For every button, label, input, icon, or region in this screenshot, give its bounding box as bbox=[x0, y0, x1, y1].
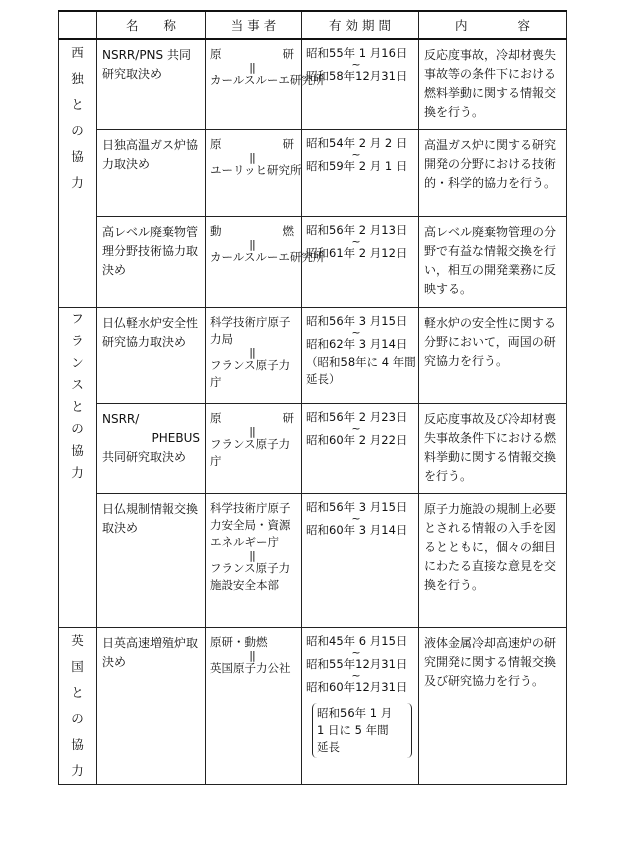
table-row bbox=[59, 403, 567, 493]
parties: 動 燃 || カールスルーエ研究所 bbox=[206, 216, 302, 307]
agreement-name: 日仏軽水炉安全性研究協力取決め bbox=[97, 307, 206, 403]
parties: 原研・動燃 || 英国原子力公社 bbox=[206, 627, 302, 784]
table-row bbox=[59, 627, 567, 784]
extension-note: （昭和58年に 4 年間延長） bbox=[306, 354, 416, 386]
header-party: 当 事 者 bbox=[206, 11, 302, 39]
group-label-france: フ ラ ン ス と の 協 力 bbox=[59, 307, 97, 627]
content: 反応度事故及び冷却材喪失事故条件下における燃料挙動に関する情報交換を行う。 bbox=[419, 403, 567, 493]
agreement-name: NSRR/ PHEBUS 共同研究取決め bbox=[97, 403, 206, 493]
parties: 科学技術庁原子力安全局・資源エネルギー庁 || フランス原子力施設安全本部 bbox=[206, 493, 302, 627]
table-row bbox=[59, 216, 567, 307]
content: 反応度事故，冷却材喪失事故等の条件下における燃料挙動に関する情報交換を行う。 bbox=[419, 39, 567, 129]
content: 原子力施設の規制上必要とされる情報の入手を図るとともに，個々の細目にわたる直接な意見を交換を行う。 bbox=[419, 493, 567, 627]
validity-period: 昭和55年 1 月16日 ~ 昭和58年12月31日 bbox=[302, 39, 419, 129]
validity-period: 昭和56年 3 月15日 ~ 昭和62年 3 月14日 （昭和58年に 4 年間延長） bbox=[302, 307, 419, 403]
validity-period: 昭和56年 2 月13日 ~ 昭和61年 2 月12日 bbox=[302, 216, 419, 307]
agreement-name: 日仏規制情報交換取決め bbox=[97, 493, 206, 627]
agreement-name: NSRR/PNS 共同研究取決め bbox=[97, 39, 206, 129]
validity-period: 昭和45年 6 月15日 ~ 昭和55年12月31日 ~ 昭和60年12月31日 昭和56年 1 月 1 日に 5 年間 延長 bbox=[302, 627, 419, 784]
header-group bbox=[59, 11, 97, 39]
agreement-name: 高レベル廃棄物管理分野技術協力取決め bbox=[97, 216, 206, 307]
header-content: 内 容 bbox=[419, 11, 567, 39]
table-row bbox=[59, 307, 567, 403]
header-name: 名 称 bbox=[97, 11, 206, 39]
group-label-west-germany: 西 独 と の 協 力 bbox=[59, 39, 97, 307]
validity-period: 昭和56年 3 月15日 ~ 昭和60年 3 月14日 bbox=[302, 493, 419, 627]
table-row bbox=[59, 39, 567, 129]
content: 液体金属冷却高速炉の研究開発に関する情報交換及び研究協力を行う。 bbox=[419, 627, 567, 784]
agreement-name: 日英高速増殖炉取決め bbox=[97, 627, 206, 784]
parties: 原 研 || ユーリッヒ研究所 bbox=[206, 129, 302, 216]
parties: 原 研 || カールスルーエ研究所 bbox=[206, 39, 302, 129]
validity-period: 昭和54年 2 月 2 日 ~ 昭和59年 2 月 1 日 bbox=[302, 129, 419, 216]
group-label-uk: 英 国 と の 協 力 bbox=[59, 627, 97, 784]
content: 高温ガス炉に関する研究開発の分野における技術的・科学的協力を行う。 bbox=[419, 129, 567, 216]
parties: 原 研 || フランス原子力庁 bbox=[206, 403, 302, 493]
table-row bbox=[59, 493, 567, 627]
content: 軽水炉の安全性に関する分野において，両国の研究協力を行う。 bbox=[419, 307, 567, 403]
agreement-name: 日独高温ガス炉協力取決め bbox=[97, 129, 206, 216]
extension-note: 昭和56年 1 月 1 日に 5 年間 延長 bbox=[312, 703, 412, 758]
table-row bbox=[59, 129, 567, 216]
content: 高レベル廃棄物管理の分野で有益な情報交換を行い，相互の開発業務に反映する。 bbox=[419, 216, 567, 307]
header-row bbox=[59, 11, 567, 39]
parties: 科学技術庁原子力局 || フランス原子力庁 bbox=[206, 307, 302, 403]
header-period: 有 効 期 間 bbox=[302, 11, 419, 39]
agreements-table bbox=[58, 10, 567, 785]
validity-period: 昭和56年 2 月23日 ~ 昭和60年 2 月22日 bbox=[302, 403, 419, 493]
